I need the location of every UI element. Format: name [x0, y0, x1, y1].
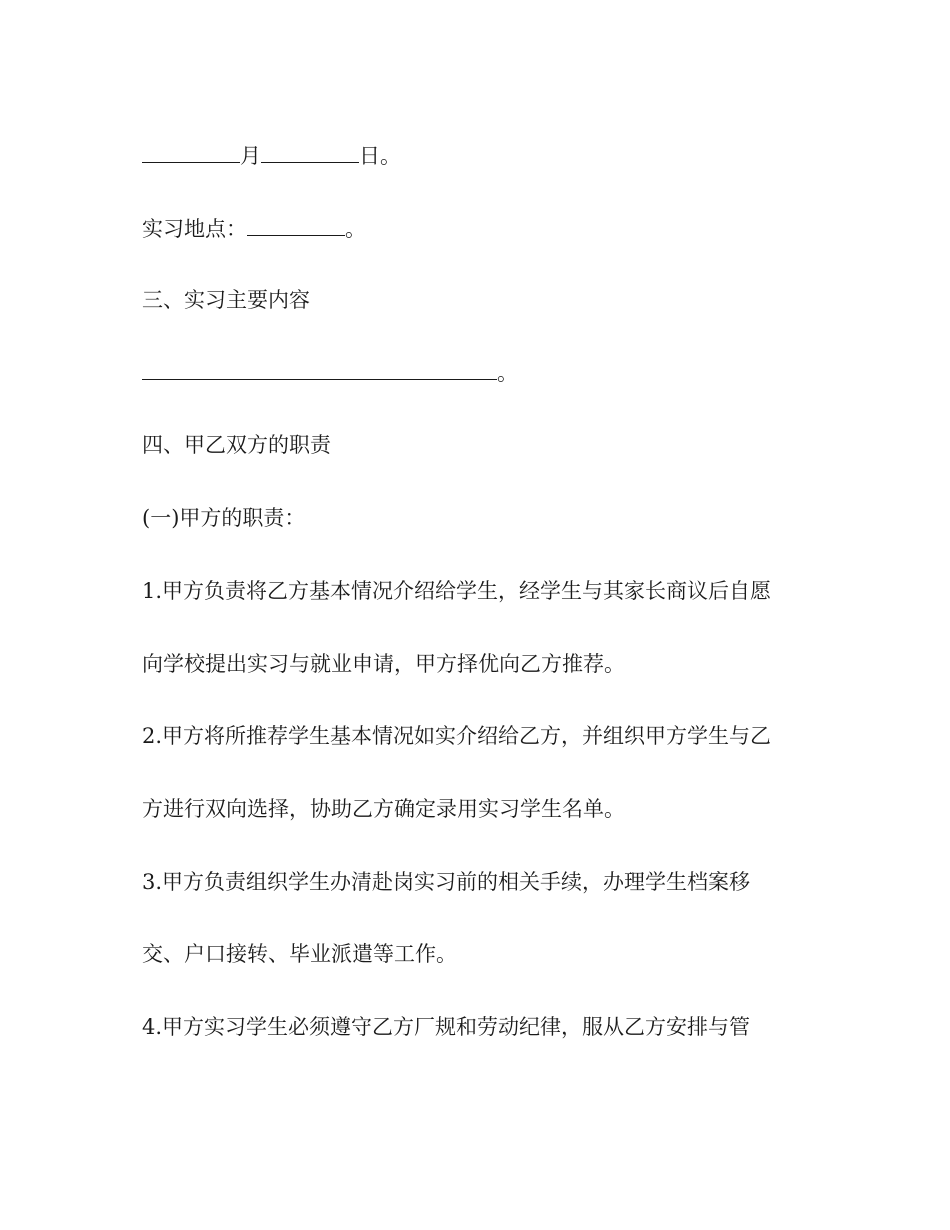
- body-line: 方进行双向选择，协助乙方确定录用实习学生名单。: [142, 797, 625, 821]
- body-line: 2.甲方将所推荐学生基本情况如实介绍给乙方，并组织甲方学生与乙: [142, 724, 772, 748]
- month-label: 月: [240, 144, 261, 168]
- body-line: 向学校提出实习与就业申请，甲方择优向乙方推荐。: [142, 652, 625, 676]
- content-blank[interactable]: [142, 359, 497, 380]
- location-line: [142, 214, 366, 244]
- section4-title: 四、甲乙双方的职责: [142, 433, 331, 457]
- section3-title: 三、实习主要内容: [142, 288, 310, 312]
- location-end: 。: [345, 217, 366, 241]
- month-blank[interactable]: [142, 142, 240, 163]
- date-line: [142, 141, 401, 171]
- location-blank[interactable]: [247, 215, 345, 236]
- content-line: [142, 358, 518, 388]
- content-end: 。: [497, 361, 518, 385]
- body-line: 4.甲方实习学生必须遵守乙方厂规和劳动纪律，服从乙方安排与管: [142, 1015, 751, 1039]
- day-label: 日。: [359, 144, 401, 168]
- day-blank[interactable]: [261, 142, 359, 163]
- party-a-heading: (一)甲方的职责：: [142, 506, 306, 530]
- body-line: 交、户口接转、毕业派遣等工作。: [142, 942, 457, 966]
- body-line: 1.甲方负责将乙方基本情况介绍给学生，经学生与其家长商议后自愿: [142, 579, 772, 603]
- body-line: 3.甲方负责组织学生办清赴岗实习前的相关手续，办理学生档案移: [142, 870, 751, 894]
- location-label: 实习地点：: [142, 217, 247, 241]
